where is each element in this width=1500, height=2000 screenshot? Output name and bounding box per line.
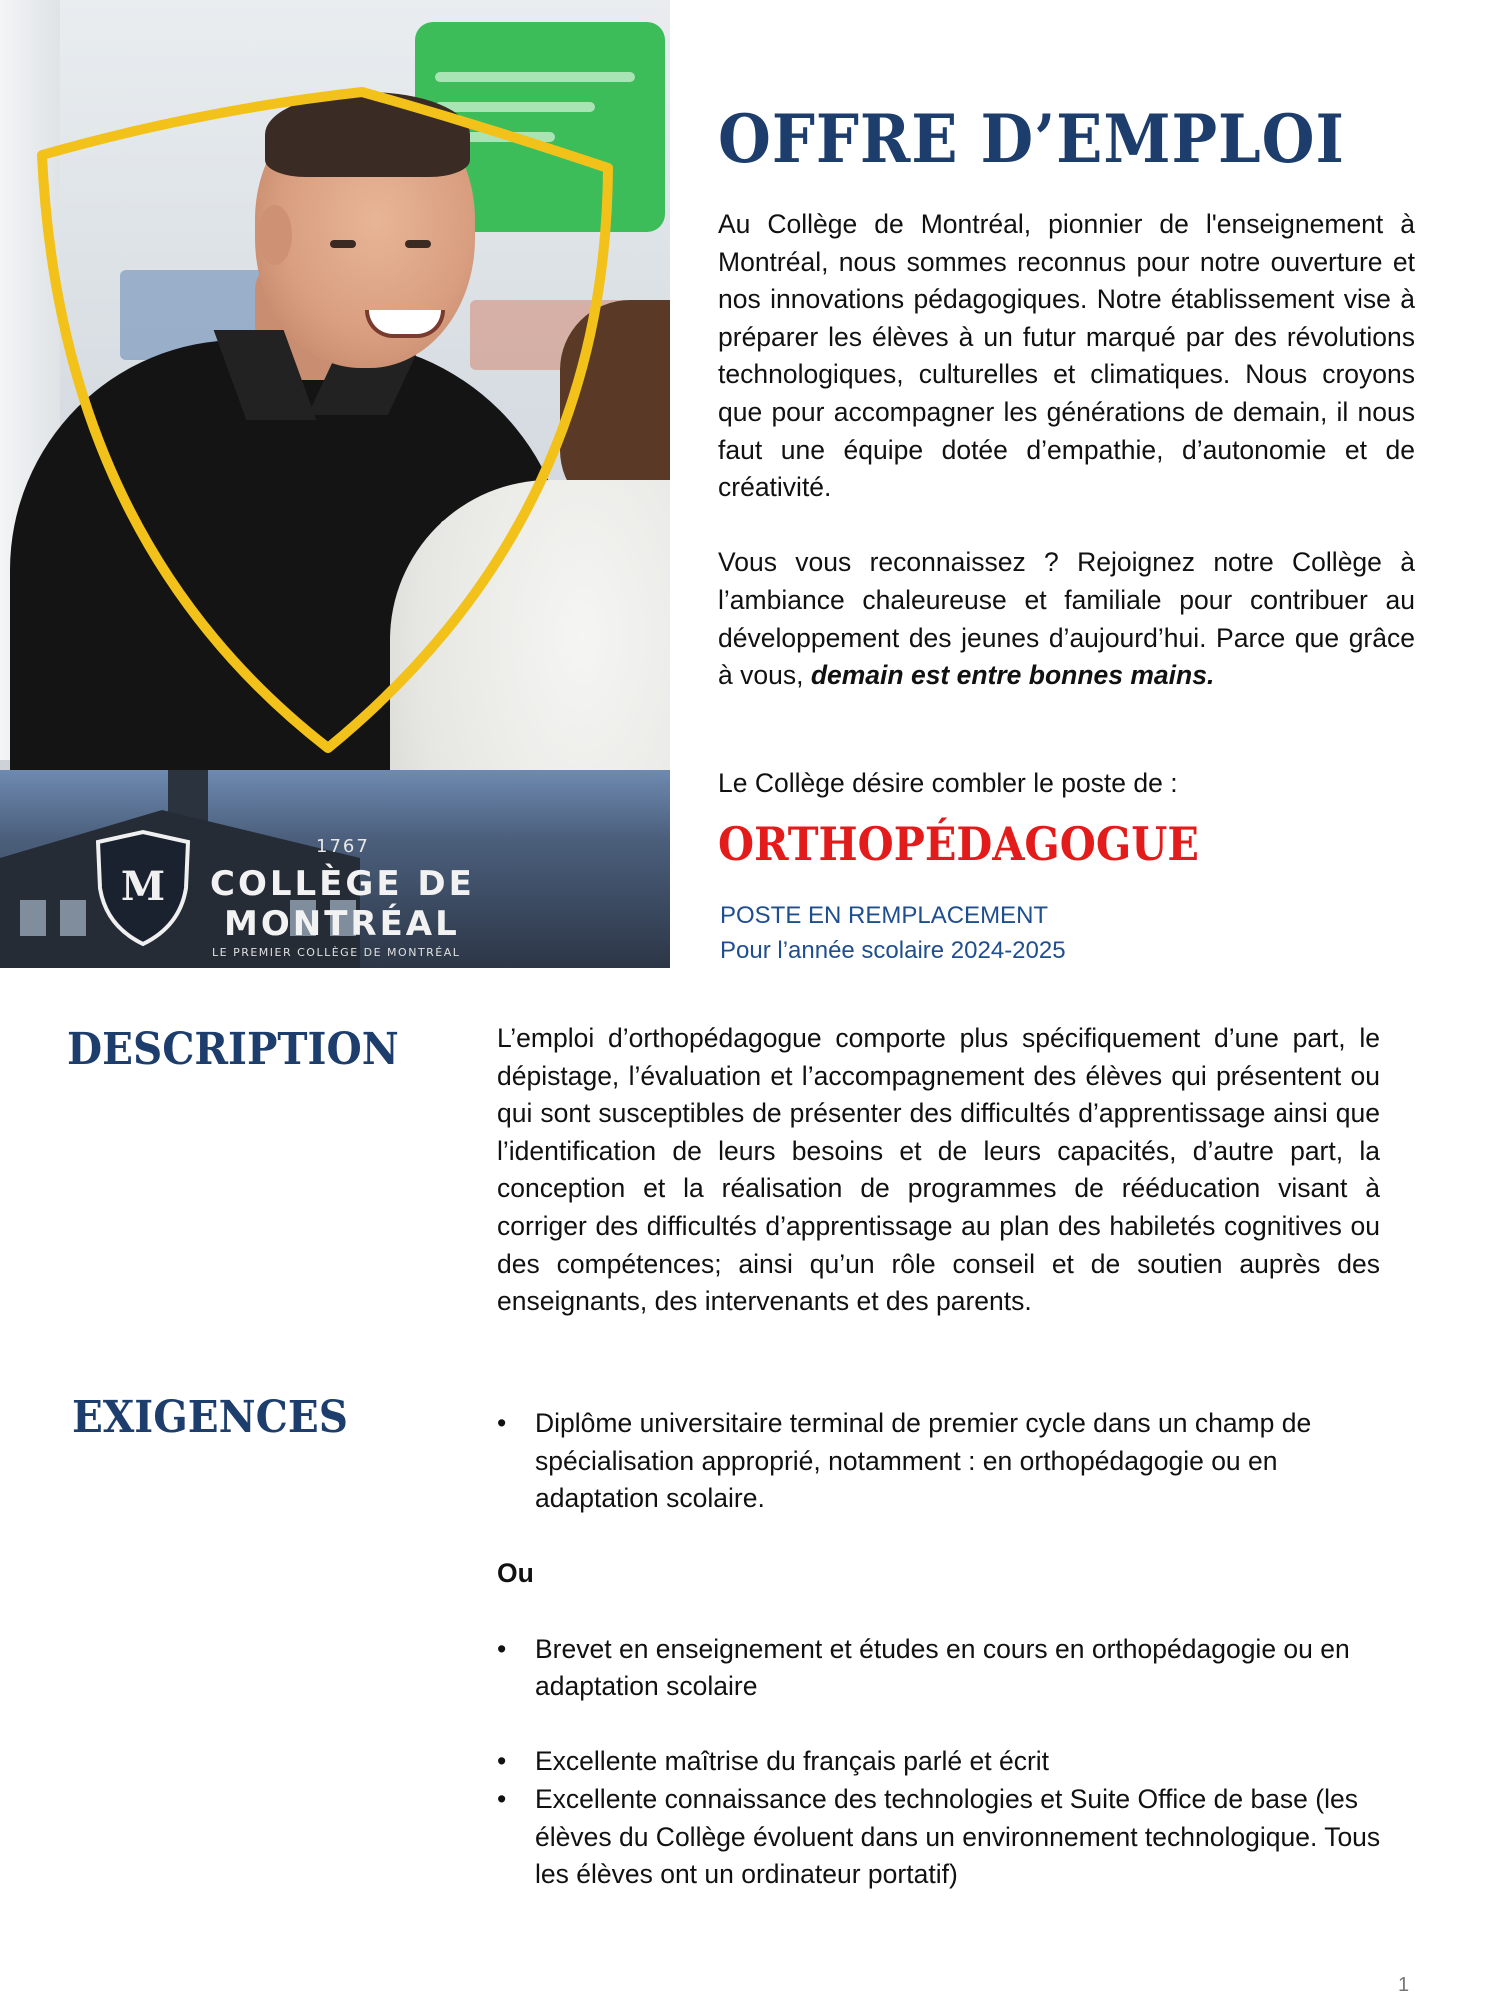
list-item: • Excellente connaissance des technologies et Suite Office de base (les élèves du Collège évoluent dans un environnement technologique. Tous les élèves ont un ordinateur portatif) xyxy=(497,1781,1397,1894)
intro-text xyxy=(718,206,1415,695)
position-details xyxy=(720,898,1066,968)
logo-name: COLLÈGE DE xyxy=(210,864,475,904)
intro-emphasis: demain est entre bonnes mains. xyxy=(810,660,1215,691)
position-period: Pour l’année scolaire 2024-2025 xyxy=(720,937,1066,964)
logo-tagline: LE PREMIER COLLÈGE DE MONTRÉAL xyxy=(212,946,461,959)
intro-paragraph: Au Collège de Montréal, pionnier de l'enseignement à Montréal, nous sommes reconnus pour notre ouverture et nos innovations pédagogiques. Notre établissement vise à préparer les élèves à un futur marqué par des révolutions technologiques, culturelles et climatiques. Nous croyons que pour accompagner les générations de demain, il nous faut une équipe dotée d’empathie, d’autonomie et de créativité. xyxy=(718,209,1415,503)
position-type: POSTE EN REMPLACEMENT xyxy=(720,902,1049,929)
description-text: L’emploi d’orthopédagogue comporte plus spécifiquement d’une part, le dépistage, l’évaluation et l’accompagnement des élèves qui présentent ou qui sont susceptibles de présenter des difficultés d’apprentissage ainsi que l’identification de leurs besoins et de leurs capacités, d’autre part, la conception et la réalisation de programmes de rééducation visant à corriger des difficultés d’apprentissage au plan des habiletés cognitives ou des compétences; ainsi qu’un rôle conseil et de soutien auprès des enseignants, des intervenants et des parents. xyxy=(497,1023,1380,1317)
intro-paragraph: Vous vous reconnaissez ? Rejoignez notre Collège à l’ambiance chaleureuse et familiale pour contribuer au développement des jeunes d’aujourd’hui. Parce que grâce à vous, demain est entre bonnes mains. xyxy=(718,547,1415,691)
requirements-list xyxy=(497,1405,1397,1894)
college-crest-icon xyxy=(88,828,198,948)
svg-text:M: M xyxy=(120,863,166,910)
list-item: • Brevet en enseignement et études en cours en orthopédagogie ou en adaptation scolaire xyxy=(497,1631,1397,1706)
page-title: OFFRE D’EMPLOI xyxy=(718,100,1345,178)
requirements-heading: EXIGENCES xyxy=(72,1392,348,1443)
position-title: ORTHOPÉDAGOGUE xyxy=(718,817,1199,871)
logo-year: 1767 xyxy=(316,836,370,857)
college-logo xyxy=(88,828,488,968)
page-number: 1 xyxy=(1398,1974,1410,1996)
position-lead: Le Collège désire combler le poste de : xyxy=(718,768,1178,798)
list-item: • Excellente maîtrise du français parlé et écrit xyxy=(497,1743,1397,1781)
logo-name: MONTRÉAL xyxy=(224,904,460,944)
requirements-separator: Ou xyxy=(497,1558,534,1589)
list-item: • Diplôme universitaire terminal de premier cycle dans un champ de spécialisation approprié, notamment : en orthopédagogie ou en adaptation scolaire. xyxy=(497,1405,1397,1518)
description-heading: DESCRIPTION xyxy=(67,1024,399,1075)
shield-outline-icon xyxy=(0,0,670,780)
hero-photo xyxy=(0,0,670,968)
